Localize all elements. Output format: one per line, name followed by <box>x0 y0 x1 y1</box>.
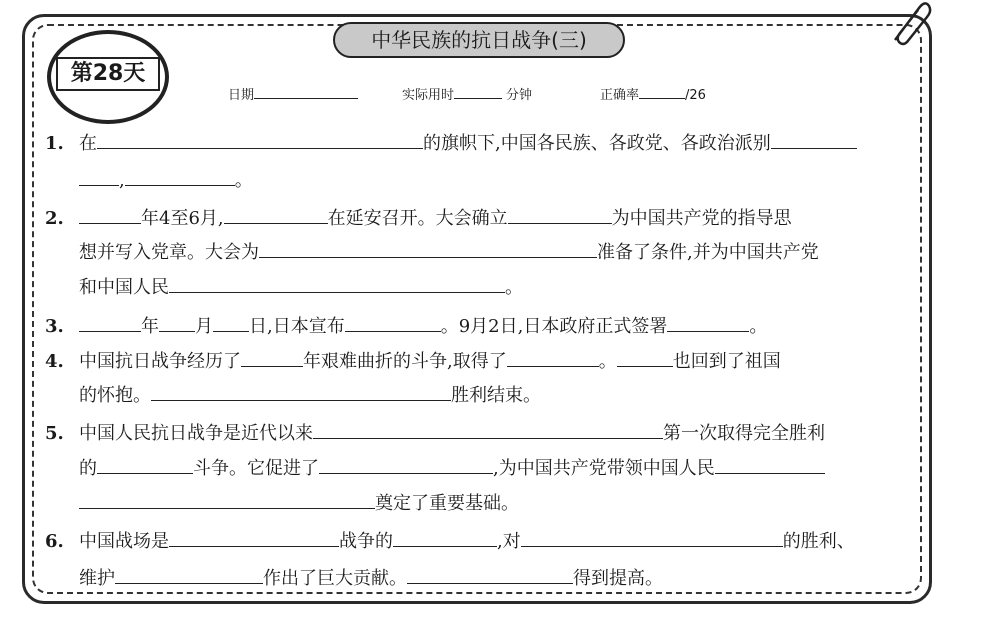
day-label: 第28天 <box>56 57 160 91</box>
date-field <box>228 84 358 106</box>
accuracy-field <box>600 84 706 106</box>
answer-blank[interactable] <box>521 526 783 547</box>
question-number: 2. <box>45 208 64 229</box>
answer-blank[interactable] <box>345 311 441 332</box>
answer-blank[interactable] <box>115 563 263 584</box>
question-number: 3. <box>45 316 64 337</box>
answer-blank[interactable] <box>259 237 597 258</box>
answer-blank[interactable] <box>393 526 497 547</box>
answer-blank[interactable] <box>79 165 119 186</box>
answer-blank[interactable] <box>79 488 375 509</box>
answer-blank[interactable] <box>151 380 451 401</box>
answer-blank[interactable] <box>319 453 493 474</box>
answer-blank[interactable] <box>159 311 195 332</box>
answer-blank[interactable] <box>507 346 599 367</box>
answer-blank[interactable] <box>771 128 857 149</box>
accuracy-blank[interactable] <box>639 84 685 99</box>
answer-blank[interactable] <box>213 311 249 332</box>
accuracy-total: /26 <box>685 88 706 103</box>
question-1-line-2: , 。 <box>79 165 253 193</box>
answer-blank[interactable] <box>169 526 339 547</box>
answer-blank[interactable] <box>79 311 141 332</box>
answer-blank[interactable] <box>508 203 612 224</box>
question-6: 6. 中国战场是 战争的 ,对 的胜利、 <box>45 526 855 554</box>
question-5: 5. 中国人民抗日战争是近代以来 第一次取得完全胜利 <box>45 418 825 446</box>
answer-blank[interactable] <box>715 453 825 474</box>
accuracy-label: 正确率 <box>600 88 640 103</box>
answer-blank[interactable] <box>169 272 505 293</box>
answer-blank[interactable] <box>667 311 749 332</box>
date-blank[interactable] <box>254 84 358 99</box>
time-label: 实际用时 <box>402 88 455 103</box>
answer-blank[interactable] <box>617 346 673 367</box>
paperclip-icon <box>885 0 933 46</box>
answer-blank[interactable] <box>97 453 193 474</box>
time-field <box>402 84 532 106</box>
page-title: 中华民族的抗日战争(三) <box>333 22 625 58</box>
question-3: 3. 年 月 日,日本宣布 。9月2日,日本政府正式签署 。 <box>45 311 767 339</box>
question-6-line-2: 维护 作出了巨大贡献。 得到提高。 <box>79 563 663 591</box>
question-1: 1. 在 的旗帜下,中国各民族、各政党、各政治派别 <box>45 128 857 156</box>
answer-blank[interactable] <box>125 165 235 186</box>
question-2-line-3: 和中国人民 。 <box>79 272 523 300</box>
answer-blank[interactable] <box>241 346 303 367</box>
question-number: 5. <box>45 423 64 444</box>
date-label: 日期 <box>228 88 255 103</box>
answer-blank[interactable] <box>313 418 663 439</box>
question-2: 2. 年4至6月, 在延安召开。大会确立 为中国共产党的指导思 <box>45 203 792 231</box>
question-5-line-2: 的 斗争。它促进了 ,为中国共产党带领中国人民 <box>79 453 825 481</box>
question-5-line-3: 奠定了重要基础。 <box>79 488 519 516</box>
question-number: 4. <box>45 351 64 372</box>
answer-blank[interactable] <box>407 563 573 584</box>
answer-blank[interactable] <box>79 203 141 224</box>
time-unit: 分钟 <box>506 88 533 103</box>
time-blank[interactable] <box>454 84 502 99</box>
question-number: 1. <box>45 133 64 154</box>
question-4: 4. 中国抗日战争经历了 年艰难曲折的斗争,取得了 。 也回到了祖国 <box>45 346 781 374</box>
question-2-line-2: 想并写入党章。大会为 准备了条件,并为中国共产党 <box>79 237 819 265</box>
question-number: 6. <box>45 531 64 552</box>
answer-blank[interactable] <box>97 128 423 149</box>
answer-blank[interactable] <box>224 203 328 224</box>
question-4-line-2: 的怀抱。 胜利结束。 <box>79 380 541 408</box>
